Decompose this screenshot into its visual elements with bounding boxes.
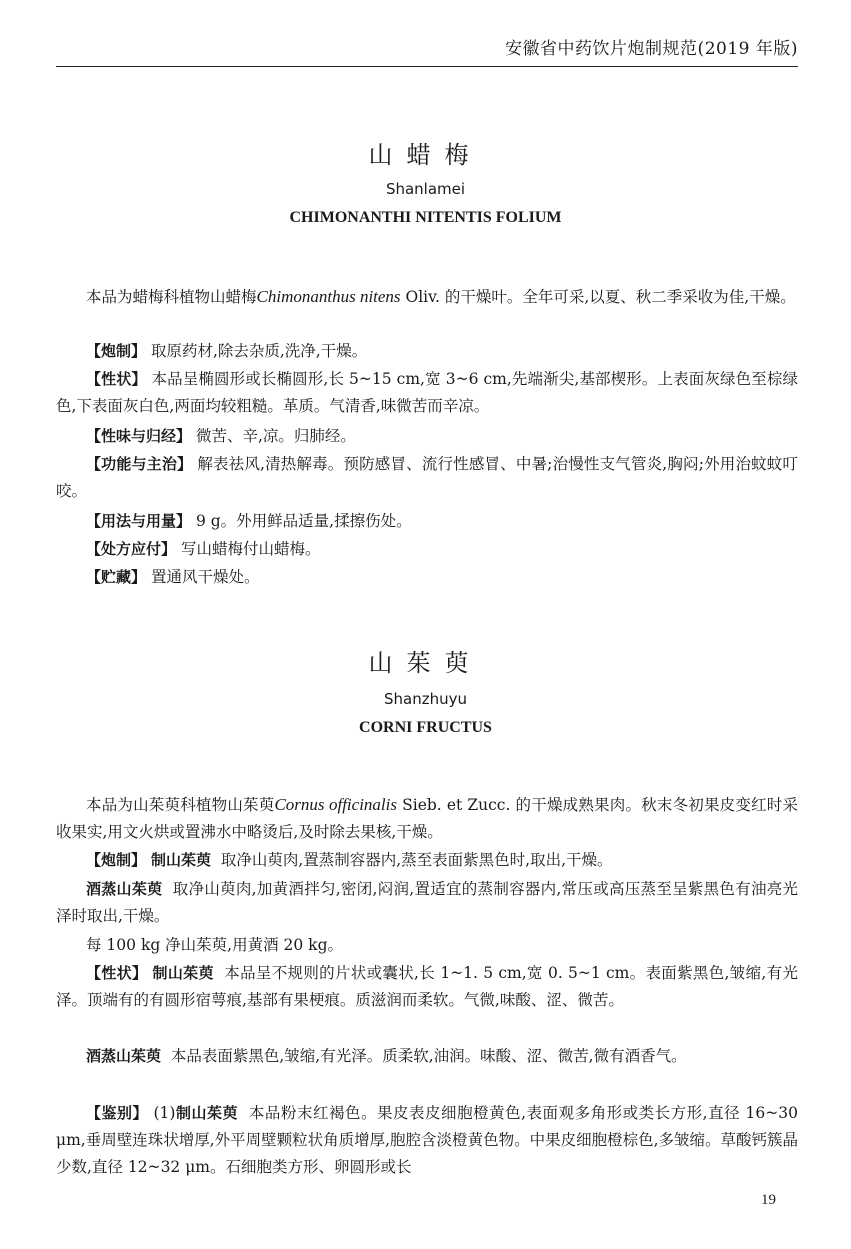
entry1-latin-name: CHIMONANTHI NITENTIS FOLIUM	[289, 209, 562, 226]
entry2-intro: 本品为山茱萸科植物山茱萸Cornus officinalis Sieb. et Zucc. 的干燥成熟果肉。秋末冬初果皮变红时采收果实,用文火烘或置沸水中略烫后,及时除去果核,干燥。	[56, 795, 798, 841]
entry1-function: 【功能与主治】 解表祛风,清热解毒。预防感冒、流行性感冒、中暑;治慢性支气管炎,胸闷;外用治蚊蚊叮咬。	[56, 455, 798, 500]
function-label: 【功能与主治】	[86, 455, 193, 473]
entry2-character: 【性状】 制山茱萸 本品呈不规则的片状或囊状,长 1~1. 5 cm,宽 0. 5~1 cm。表面紫黑色,皱缩,有光泽。顶端有的有圆形宿萼痕,基部有果梗痕。质滋润而柔软。气微,味酸、涩、微苦。	[56, 964, 798, 1009]
entry1-character: 【性状】 本品呈椭圆形或长椭圆形,长 5~15 cm,宽 3~6 cm,先端渐尖,基部楔形。上表面灰绿色至棕绿色,下表面灰白色,两面均较粗糙。革质。气清香,味微苦而辛凉。	[56, 370, 798, 415]
entry2-processing: 【炮制】 制山茱萸 取净山萸肉,置蒸制容器内,蒸至表面紫黑色时,取出,干燥。	[86, 851, 613, 869]
dosage-label: 【用法与用量】	[86, 512, 192, 530]
char-sub-heading-1: 制山茱萸	[152, 964, 214, 982]
entry2-species-name: Cornus officinalis	[274, 795, 397, 814]
proc-sub-heading-1: 制山茱萸	[150, 851, 211, 869]
char-sub-heading-2: 酒蒸山茱萸	[86, 1047, 162, 1065]
entry1-species-name: Chimonanthus nitens	[256, 287, 401, 306]
entry1-processing: 【炮制】 取原药材,除去杂质,洗净,干燥。	[86, 342, 368, 360]
entry1-nature: 【性味与归经】 微苦、辛,凉。归肺经。	[86, 427, 356, 445]
entry2-latin-name: CORNI FRUCTUS	[359, 719, 492, 736]
running-header	[56, 30, 798, 67]
entry2-character-wine: 酒蒸山茱萸 本品表面紫黑色,皱缩,有光泽。质柔软,油润。味酸、涩、微苦,微有酒香气。	[86, 1047, 687, 1065]
page-number: 19	[761, 1192, 776, 1208]
entry1-intro: 本品为蜡梅科植物山蜡梅Chimonanthus nitens Oliv. 的干燥叶。全年可采,以夏、秋二季采收为佳,干燥。	[86, 287, 796, 306]
entry2-processing-wine: 酒蒸山茱萸 取净山萸肉,加黄酒拌匀,密闭,闷润,置适宜的蒸制容器内,常压或高压蒸至呈紫黑色有油亮光泽时取出,干燥。	[56, 880, 798, 925]
storage-label: 【贮藏】	[86, 568, 147, 586]
identification-label: 【鉴别】	[86, 1104, 149, 1122]
processing-label: 【炮制】	[86, 342, 147, 360]
proc-sub-heading-2: 酒蒸山茱萸	[86, 880, 163, 898]
entry1-storage: 【贮藏】 置通风干燥处。	[86, 568, 260, 586]
character-label: 【性状】	[86, 370, 147, 388]
character-label: 【性状】	[86, 964, 148, 982]
entry2-pinyin: Shanzhuyu	[384, 690, 467, 708]
entry2-title: 山茱萸	[368, 649, 483, 677]
header-title: 安徽省中药饮片炮制规范(2019 年版)	[505, 39, 798, 59]
entry2-processing-note: 每 100 kg 净山茱萸,用黄酒 20 kg。	[86, 936, 343, 954]
entry1-pinyin: Shanlamei	[385, 180, 466, 198]
entry1-title: 山蜡梅	[368, 141, 483, 169]
entry2-identification: 【鉴别】 (1)制山茱萸 本品粉末红褐色。果皮表皮细胞橙黄色,表面观多角形或类长方形,直径 16~30 μm,垂周壁连珠状增厚,外平周壁颗粒状角质增厚,胞腔含淡橙黄色物。中果皮细胞橙棕色,多皱缩。草酸钙簇晶少数,直径 12~32 μm。石细胞类方形、卵圆形或长	[56, 1104, 798, 1176]
processing-label: 【炮制】	[86, 851, 147, 869]
entry1-dosage: 【用法与用量】 9 g。外用鲜品适量,揉擦伤处。	[86, 512, 412, 530]
entry1-prescription: 【处方应付】 写山蜡梅付山蜡梅。	[86, 540, 321, 558]
nature-label: 【性味与归经】	[86, 427, 192, 445]
prescription-label: 【处方应付】	[86, 540, 177, 558]
ident-sub-heading: 制山茱萸	[175, 1104, 239, 1122]
